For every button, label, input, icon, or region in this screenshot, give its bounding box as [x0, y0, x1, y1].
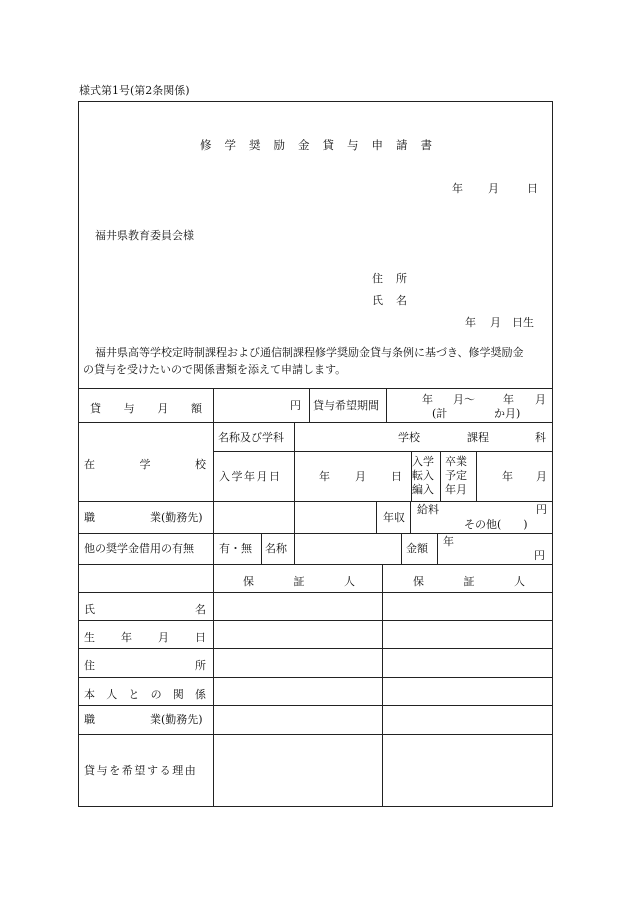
scholarship-amount-label: 金額 — [406, 542, 428, 555]
entry-type-admission[interactable]: 入学 — [412, 455, 434, 468]
loan-amount-label: 貸 与 月 額 — [90, 402, 202, 415]
guarantor-1-relation-field[interactable] — [214, 678, 381, 704]
entry-type-options[interactable] — [412, 455, 439, 497]
reason-label: 貸与を希望する理由 — [84, 764, 198, 777]
guarantor-2-header: 保 証 人 — [413, 575, 525, 588]
occupation-field[interactable] — [214, 502, 375, 532]
scholarship-amount-field[interactable]: 年 円 — [443, 535, 545, 562]
occupation-label-a: 職 — [84, 511, 95, 524]
school-name-label: 名称及び学科 — [218, 431, 284, 444]
guarantor-2-relation-field[interactable] — [383, 678, 552, 704]
guarantor-row-birthdate-label: 生 年 月 日 — [84, 631, 206, 644]
income-field[interactable] — [411, 502, 552, 532]
yes-no-option[interactable]: 有・無 — [219, 542, 252, 555]
guarantor-2-birthdate-field[interactable] — [383, 621, 552, 647]
school-label: 在 学 校 — [84, 458, 206, 471]
occupation-label-b: 業(勤務先) — [150, 511, 203, 524]
guarantor-1-header: 保 証 人 — [243, 575, 355, 588]
entry-date-label: 入学年月日 — [219, 470, 282, 483]
date-day-label: 日 — [527, 182, 538, 195]
form-number: 様式第1号(第2条関係) — [79, 84, 190, 97]
loan-amount-yen: 円 — [290, 399, 301, 412]
guarantor-1-occupation-field[interactable] — [214, 706, 381, 733]
entry-type-reenroll[interactable]: 編入 — [412, 483, 434, 496]
scholarship-name-field[interactable] — [295, 534, 400, 563]
guarantor-2-occupation-field[interactable] — [383, 706, 552, 733]
guarantor-row-relation-label: 本 人 と の 関 係 — [84, 688, 206, 701]
guarantor-2-address-field[interactable] — [383, 649, 552, 676]
guarantor-row-occupation-label-a: 職 — [84, 713, 95, 726]
form-title: 修 学 奨 励 金 貸 与 申 請 書 — [200, 138, 432, 152]
other-scholarship-label: 他の奨学金借用の有無 — [84, 542, 194, 555]
graduation-label: 卒業 予定 年月 — [445, 455, 467, 496]
entry-date-field[interactable]: 年 月 日 — [319, 470, 402, 483]
guarantor-1-name-field[interactable] — [214, 593, 381, 619]
guarantor-1-birthdate-field[interactable] — [214, 621, 381, 647]
guarantor-row-occupation-label-b: 業(勤務先) — [150, 713, 203, 726]
loan-period-label: 貸与希望期間 — [313, 399, 379, 412]
date-month-label: 月 — [488, 182, 499, 195]
income-label: 年収 — [383, 511, 405, 524]
date-year-label: 年 — [452, 182, 463, 195]
graduation-date-field[interactable]: 年 月 — [502, 470, 547, 483]
loan-amount-field[interactable] — [214, 389, 308, 421]
other-income-label: その他( ) — [464, 518, 528, 531]
guarantor-2-reason-field[interactable] — [383, 735, 552, 806]
guarantor-1-reason-field[interactable] — [214, 735, 381, 806]
guarantor-row-address-label: 住 所 — [84, 659, 206, 672]
application-statement-line1: 福井県高等学校定時制課程および通信制課程修学奨励金貸与条例に基づき、修学奨励金 — [95, 346, 524, 359]
guarantor-1-address-field[interactable] — [214, 649, 381, 676]
loan-period-field[interactable]: 年 月〜 年 月 (計 か月) — [422, 393, 546, 420]
school-name-field[interactable]: 学校 課程 科 — [398, 431, 546, 444]
addressee: 福井県教育委員会様 — [95, 229, 194, 242]
application-statement-line2: の貸与を受けたいので関係書類を添えて申請します。 — [83, 363, 347, 376]
guarantor-row-name-label: 氏 名 — [84, 603, 206, 616]
entry-type-transfer[interactable]: 転入 — [412, 469, 434, 482]
scholarship-name-label: 名称 — [265, 542, 287, 555]
salary-yen: 円 — [536, 503, 547, 516]
salary-label: 給料 — [417, 503, 439, 516]
guarantor-2-name-field[interactable] — [383, 593, 552, 619]
